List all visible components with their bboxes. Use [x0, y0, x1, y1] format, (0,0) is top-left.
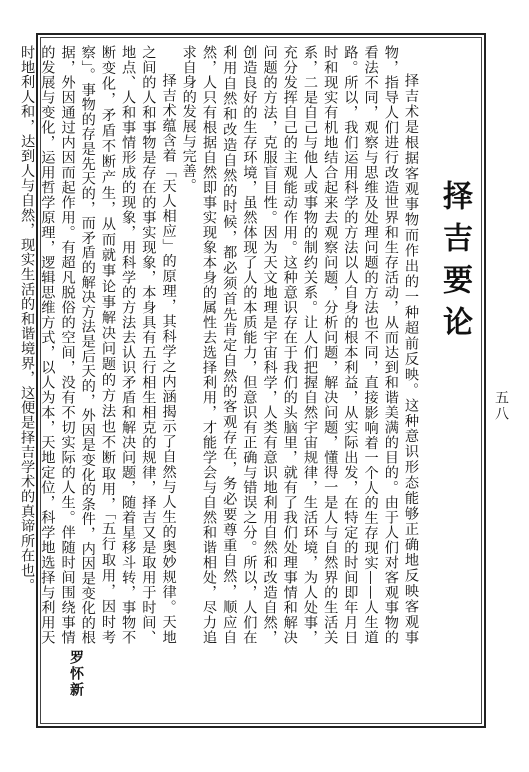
- article-body: [19, 45, 421, 645]
- author-name: 罗怀新: [68, 650, 84, 698]
- paragraph-2: 择吉术蕴含着「天人相应」的原理，其科学之内涵揭示了自然与人生的奥妙规律。天地之间的人和事物是存在的事实现象，本身具有五行相生相克的规律，择吉又是取用于时间、地点、人和事情形成的现象，用科学的方法去认识矛盾和解决问题，随着星移斗转，事物不断变化，矛盾不断产生，从而就事论事解决问题的方法也不断取用，「五行取用，因时考察」。事物的存是先天的，而矛盾的解决方法是后天的，外因是变化的条件，内因是变化的根据，外因通过内因而起作用。有超凡脱俗的空间，没有不切实际的人生。伴随时间围绕事情的发展与变化，运用哲学原理，逻辑思维方式，以人为本，天地定位，科学地选择与利用天时地利人和，达到人与自然，现实生活的和谐境界，这便是择吉学术的真谛所在也。: [19, 45, 177, 645]
- page-number: 五八: [493, 390, 509, 422]
- article-title: 择吉要论: [437, 180, 472, 348]
- paragraph-1: 择吉术是根据客观事物而作出的一种超前反映。这种意识形态能够正确地反映客观事物，指导人们进行改造世界和生存活动，从而达到和谐美满的目的。由于人们对客观事物的看法不同，观察与思维及处理问题的方法也不同，直接影响着一个人的生存现实——人生道路。所以，我们运用科学的方法以人自身的根本利益，从实际出发，在特定的时间即年月日时和现实有机地结合起来去观察问题，分析问题，解决问题，懂得一是人与自然界的生活关系，二是自己与他人或事物的制约关系。让人们把握自然宇宙规律，生活环境，为人处事，充分发挥自己的主观能动作用。这种意识存在于我们的头脑里，就有了我们处理事情和解决问题的方法，克服盲目性。因为天文地理是宇宙科学，人类有意识地利用自然和改造自然，创造良好的生存环境，虽然体现了人的本质能力，但意识有正确与错误之分。所以，人们在利用自然和改造自然的时候，都必须首先肯定自然的客观存在，务必要尊重自然，顺应自然，人只有根据自然即事实现象本身的属性去选择利用，才能学会与自然和谐相处，尽力追求自身的发展与完善。: [180, 45, 419, 645]
